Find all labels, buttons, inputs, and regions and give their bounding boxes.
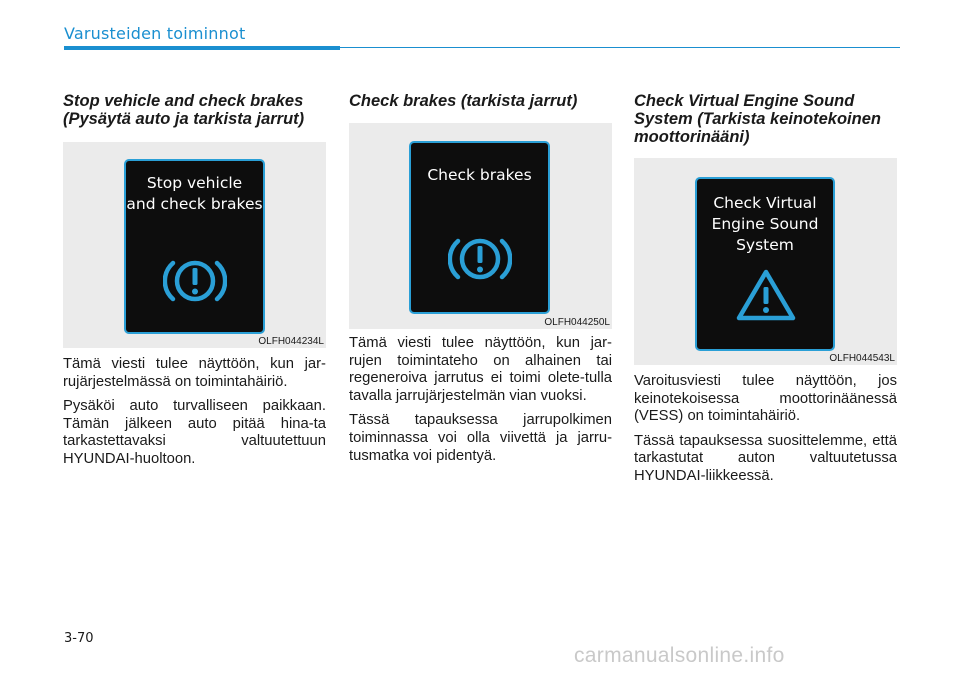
heading-line: System (Tarkista keinotekoinen — [634, 110, 881, 128]
cluster-screen — [124, 159, 265, 334]
header-rule-thin — [340, 47, 900, 48]
heading-line: Check Virtual Engine Sound — [634, 92, 855, 110]
watermark: carmanualsonline.info — [574, 644, 785, 667]
column-check-brakes — [349, 92, 612, 465]
body-paragraph: Pysäköi auto turvalliseen paikkaan. Tämän jälkeen auto pitää hina-ta tarkastettavaksi valtuutettuun HYUNDAI-huoltoon. — [63, 398, 326, 467]
heading-check-brakes — [349, 92, 612, 110]
screen-message-line: Engine Sound — [711, 215, 819, 233]
figure-code: OLFH044543L — [829, 353, 895, 364]
brake-warning-icon — [448, 233, 512, 285]
heading-line: (Pysäytä auto ja tarkista jarrut) — [63, 110, 305, 128]
cluster-screen — [409, 141, 550, 314]
page-number: 3-70 — [64, 631, 94, 646]
heading-line: Stop vehicle and check brakes — [63, 92, 304, 110]
screen-message-line: and check brakes — [126, 195, 263, 213]
heading-virtual-engine-sound — [634, 92, 897, 146]
body-paragraph: Tämä viesti tulee näyttöön, kun jar-rujen toimintateho on alhainen tai regeneroiva jarrutus ei toimi olete-tulla tavalla jarrujärjestelmän vian vuoksi. — [349, 335, 612, 404]
body-paragraph: Tämä viesti tulee näyttöön, kun jar-rujärjestelmässä on toimintahäiriö. — [63, 356, 326, 390]
body-paragraph: Varoitusviesti tulee näyttöön, jos keinotekoisessa moottorinäänessä (VESS) on toimintahäiriö. — [634, 373, 897, 425]
cluster-screen — [695, 177, 835, 351]
figure-virtual-engine-sound — [634, 158, 897, 365]
screen-message-line: Stop vehicle — [146, 174, 243, 192]
figure-check-brakes — [349, 123, 612, 329]
screen-message-line: Check Virtual — [713, 194, 817, 212]
section-title: Varusteiden toiminnot — [64, 24, 246, 43]
heading-stop-vehicle — [63, 92, 326, 128]
body-paragraph: Tässä tapauksessa suosittelemme, että tarkastutat auton valtuutetussa HYUNDAI-liikkeessä. — [634, 432, 897, 484]
column-stop-vehicle — [63, 92, 326, 469]
screen-message-line: Check brakes — [427, 166, 532, 184]
figure-code: OLFH044250L — [544, 317, 610, 328]
figure-code: OLFH044234L — [258, 336, 324, 347]
warning-triangle-icon — [734, 267, 798, 323]
heading-line: moottorinääni) — [634, 128, 750, 146]
figure-stop-vehicle — [63, 142, 326, 348]
body-paragraph: Tässä tapauksessa jarrupolkimen toiminnassa voi olla viivettä ja jarru-tusmatka voi pidentyä. — [349, 412, 612, 464]
brake-warning-icon — [163, 255, 227, 307]
header-rule-thick — [64, 46, 340, 50]
screen-message-line: System — [736, 236, 794, 254]
column-virtual-engine-sound — [634, 92, 897, 486]
heading-line: Check brakes (tarkista jarrut) — [349, 92, 578, 110]
